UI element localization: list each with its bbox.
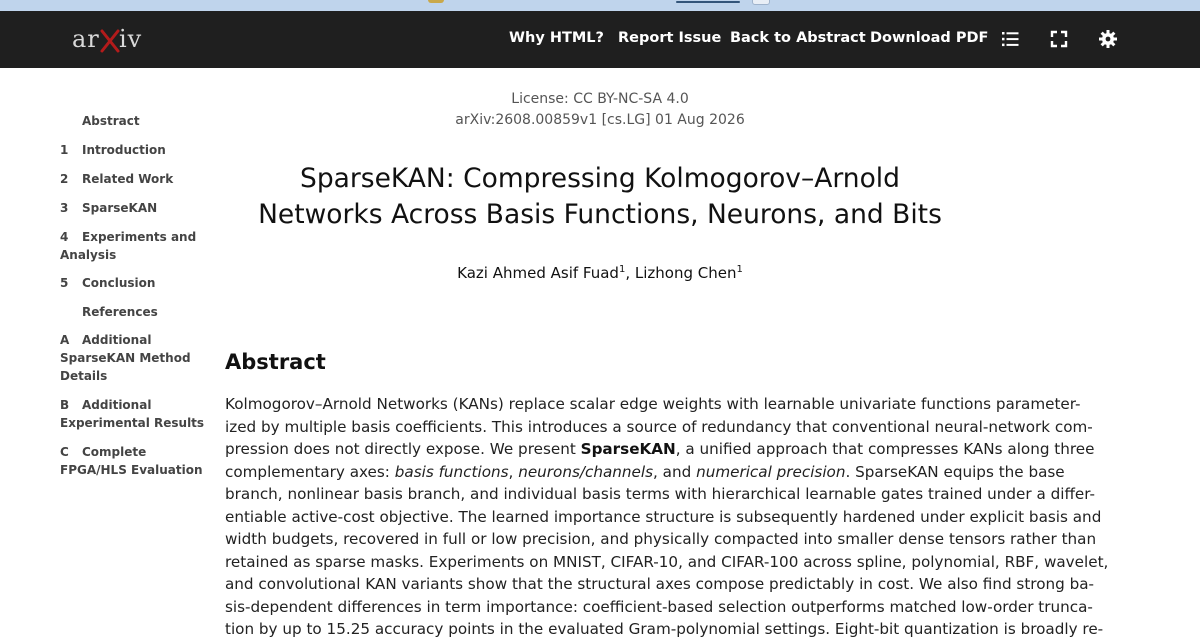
toc-label: Conclusion — [82, 276, 156, 290]
toc-number: C — [60, 445, 69, 459]
toc-label: Related Work — [82, 172, 174, 186]
abstract-text: retained as sparse masks. Experiments on MNIST, CIFAR-10, and CIFAR-100 across spline, polynomial, RBF, wavelet, — [225, 552, 1109, 571]
toc-label: Complete — [82, 445, 147, 459]
toc-item-appendix-b[interactable] — [60, 396, 210, 432]
abstract-line — [225, 596, 1093, 619]
list-icon[interactable] — [999, 28, 1021, 50]
abstract-text: branch, nonlinear basis branch, and individual basis terms with hierarchical learnable gates trained under a differ- — [225, 485, 1096, 503]
toc-number: 3 — [60, 201, 69, 215]
toc-label-cont: FPGA/HLS Evaluation — [60, 463, 203, 477]
author-name: Kazi Ahmed Asif Fuad — [457, 264, 619, 282]
toc-label-cont: Experimental Results — [60, 416, 205, 430]
toc-label-cont: SparseKAN Method — [60, 351, 191, 365]
paper-title-line-1: SparseKAN: Compressing Kolmogorov–Arnold — [300, 163, 900, 194]
toc-label: Abstract — [82, 114, 140, 128]
abstract-text: , a unified approach that compresses KANs along three — [675, 440, 1095, 458]
toc-number: 2 — [60, 172, 69, 186]
toc-number: 4 — [60, 230, 69, 244]
abstract-text: tion by up to 15.25 accuracy points in the evaluated Gram-polynomial settings. Eight-bit quantization is broadly re- — [225, 620, 1104, 638]
banner-link-fragment[interactable] — [676, 1, 740, 3]
arxiv-id-line: arXiv:2608.00859v1 [cs.LG] 01 Aug 2026 — [455, 112, 745, 128]
top-navbar — [0, 11, 1200, 68]
fullscreen-icon[interactable] — [1048, 28, 1070, 50]
abstract-text: width budgets, recovered in full or low precision, and physically compacted into smaller dense tensors rather than — [225, 530, 1097, 548]
abstract-italic: basis functions — [394, 462, 509, 481]
abstract-line — [225, 551, 1109, 574]
toc-label: Additional — [82, 398, 152, 412]
toc-number: A — [60, 333, 70, 347]
banner-close-fragment[interactable] — [752, 0, 770, 5]
toc-label: References — [82, 305, 158, 319]
abstract-text: ized by multiple basis coefficients. This introduces a source of redundancy that conventional neural-network com- — [225, 417, 1093, 436]
abstract-line — [225, 438, 1095, 461]
abstract-text: . SparseKAN equips the base — [845, 462, 1065, 481]
toc-item-related-work[interactable] — [60, 170, 210, 188]
svg-text:ar: ar — [72, 25, 100, 53]
banner-fragment-icon — [428, 0, 444, 3]
toc-number: B — [60, 398, 70, 412]
toc-item-experiments[interactable] — [60, 228, 210, 264]
abstract-line — [225, 393, 1081, 416]
abstract-line — [225, 506, 1102, 529]
download-pdf-link[interactable]: Download PDF — [870, 30, 989, 46]
author-affiliation: 1 — [736, 264, 743, 275]
author-affiliation: 1 — [618, 264, 626, 275]
abstract-line — [225, 528, 1097, 551]
toc-item-introduction[interactable] — [60, 141, 210, 159]
abstract-text: and convolutional KAN variants show that the structural axes compose predictably in cost. We also find strong ba- — [225, 575, 1095, 593]
abstract-line — [225, 618, 1104, 641]
toc-label-cont: Details — [60, 369, 108, 383]
toc-label: Additional — [82, 333, 152, 347]
abstract-text: , and — [653, 462, 697, 481]
svg-text:iv: iv — [119, 25, 143, 53]
toc-item-references[interactable] — [60, 303, 210, 321]
abstract-line — [225, 416, 1093, 439]
license-line[interactable]: License: CC BY-NC-SA 4.0 — [511, 91, 689, 107]
abstract-line — [225, 461, 1065, 484]
toc-label: SparseKAN — [82, 201, 158, 215]
arxiv-logo[interactable] — [72, 25, 144, 55]
paper-title-line-2: Networks Across Basis Functions, Neurons, and Bits — [258, 199, 942, 230]
abstract-text: , — [508, 462, 519, 481]
abstract-heading: Abstract — [225, 350, 326, 374]
toc-number: 1 — [60, 143, 69, 157]
report-issue-link[interactable]: Report Issue — [618, 30, 722, 46]
abstract-text: complementary axes: — [225, 462, 395, 481]
back-to-abstract-link[interactable]: Back to Abstract — [730, 30, 866, 46]
abstract-body — [225, 393, 1109, 641]
abstract-line — [225, 573, 1095, 596]
abstract-text: Kolmogorov–Arnold Networks (KANs) replace scalar edge weights with learnable univariate functions parameter- — [225, 395, 1081, 413]
toc-label: Introduction — [82, 143, 166, 157]
why-html-link[interactable]: Why HTML? — [509, 30, 604, 46]
abstract-line — [225, 483, 1096, 506]
abstract-italic: neurons/channels — [518, 462, 653, 481]
toc-label: Experiments and — [82, 230, 197, 244]
abstract-italic: numerical precision — [696, 462, 846, 481]
abstract-text: entiable active-cost objective. The learned importance structure is subsequently hardened under explicit basis and — [225, 507, 1102, 526]
toc-item-appendix-c[interactable] — [60, 443, 210, 479]
settings-icon[interactable] — [1097, 28, 1119, 50]
author-list — [0, 264, 1200, 282]
author-separator: , — [625, 264, 635, 282]
abstract-text: sis-dependent differences in term importance: coefficient-based selection outperforms matched low-order trunca- — [225, 597, 1093, 616]
author-name: Lizhong Chen — [634, 264, 737, 282]
toc-item-sparsekan[interactable] — [60, 199, 210, 217]
toc-number: 5 — [60, 276, 69, 290]
toc-item-appendix-a[interactable] — [60, 331, 210, 385]
abstract-emphasis: SparseKAN — [580, 440, 676, 458]
browser-banner-strip — [0, 0, 1200, 11]
abstract-text: pression does not directly expose. We present — [225, 440, 581, 458]
toc-label-cont: Analysis — [60, 248, 117, 262]
